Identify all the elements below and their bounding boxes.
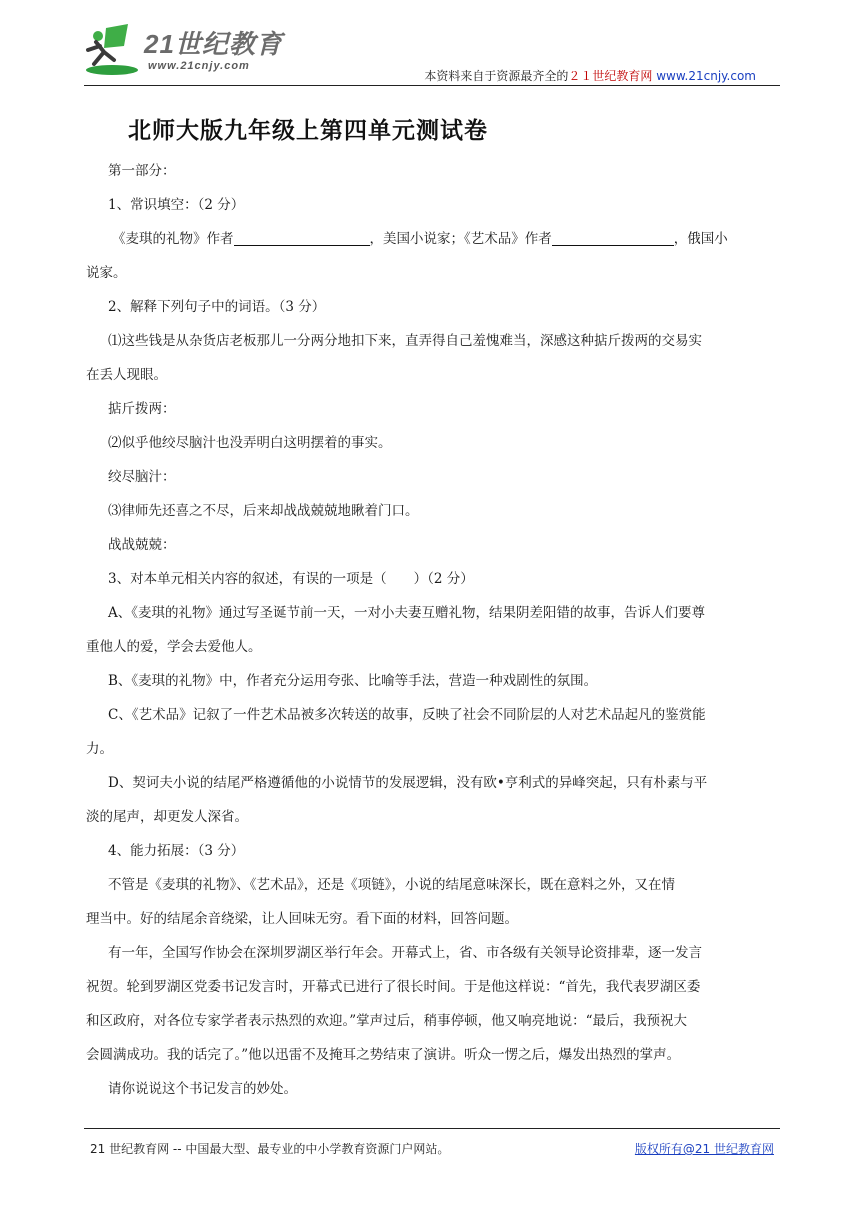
tagline-url[interactable]: www.21cnjy.com [656, 69, 756, 83]
q4-heading: 4、能力拓展：（3 分） [108, 843, 245, 859]
logo-url: www.21cnjy.com [148, 60, 250, 72]
q4-p2a: 有一年，全国写作协会在深圳罗湖区举行年会。开幕式上，省、市各级有关领导论资排辈，逐一发言 [108, 945, 702, 961]
copyright-link[interactable]: 版权所有@21 世纪教育网 [634, 1142, 774, 1156]
q2-s3: ⑶律师先还喜之不尽，后来却战战兢兢地瞅着门口。 [108, 503, 419, 519]
q3-option-c-1: C、《艺术品》记叙了一件艺术品被多次转送的故事，反映了社会不同阶层的人对艺术品起凡的鉴赏能 [108, 707, 706, 723]
tagline-prefix: 本资料来自于资源最齐全的 [424, 69, 569, 83]
section-label: 第一部分： [108, 163, 176, 179]
q4-p2d: 会圆满成功。我的话完了。”他以迅雷不及掩耳之势结束了演讲。听众一愣之后，爆发出热烈的掌声。 [86, 1047, 681, 1063]
q2-w3: 战战兢兢： [108, 537, 176, 553]
header-tagline [424, 67, 756, 84]
q2-s1a: ⑴这些钱是从杂货店老板那儿一分两分地扣下来，直弄得自己羞愧难当，深感这种掂斤拨两的交易实 [108, 333, 702, 349]
q3-option-d-2: 淡的尾声，却更发人深省。 [86, 809, 248, 825]
q1-cont: 说家。 [86, 265, 127, 281]
q1-text-2: ，美国小说家；《艺术品》作者 [369, 231, 552, 247]
page-header [0, 0, 860, 90]
tagline-brand: ２１世纪教育网 [568, 69, 653, 83]
footer-text: 21 世纪教育网 -- 中国最大型、最专业的中小学教育资源门户网站。 [90, 1142, 450, 1156]
q2-s2: ⑵似乎他绞尽脑汁也没弄明白这明摆着的事实。 [108, 435, 392, 451]
q3-option-a-1: A、《麦琪的礼物》通过写圣诞节前一天，一对小夫妻互赠礼物，结果阴差阳错的故事，告诉人们要尊 [108, 605, 705, 621]
site-logo [84, 22, 284, 82]
q2-heading: 2、解释下列句子中的词语。（3 分） [108, 299, 326, 315]
q1-text-3: ，俄国小 [673, 231, 728, 247]
q2-s1b: 在丢人现眼。 [86, 367, 167, 383]
q1-heading: 1、常识填空：（2 分） [108, 197, 245, 213]
q3-option-b: B、《麦琪的礼物》中，作者充分运用夸张、比喻等手法，营造一种戏剧性的氛围。 [108, 673, 598, 689]
header-divider [84, 85, 780, 86]
document-body [86, 154, 778, 1106]
q4-p1b: 理当中。好的结尾余音绕梁，让人回味无穷。看下面的材料，回答问题。 [86, 911, 518, 927]
q1-blank-1[interactable] [234, 227, 370, 246]
q4-p2c: 和区政府，对各位专家学者表示热烈的欢迎。”掌声过后，稍事停顿，他又响亮地说：“最后，我预祝大 [86, 1013, 688, 1029]
logo-text: 21世纪教育 [144, 29, 283, 59]
q3-option-c-2: 力。 [86, 741, 113, 757]
page-title: 北师大版九年级上第四单元测试卷 [128, 118, 488, 144]
q1-text-1: 《麦琪的礼物》作者 [112, 231, 234, 247]
q3-heading: 3、对本单元相关内容的叙述，有误的一项是（ ）（2 分） [108, 571, 474, 587]
q4-p1a: 不管是《麦琪的礼物》、《艺术品》，还是《项链》，小说的结尾意味深长，既在意料之外，又在情 [108, 877, 675, 893]
q2-w2: 绞尽脑汁： [108, 469, 176, 485]
q2-w1: 掂斤拨两： [108, 401, 176, 417]
footer-divider [84, 1128, 780, 1129]
q1-blank-2[interactable] [552, 227, 674, 246]
q4-p2b: 祝贺。轮到罗湖区党委书记发言时，开幕式已进行了很长时间。于是他这样说：“首先，我代表罗湖区委 [86, 979, 701, 995]
q3-option-d-1: D、契诃夫小说的结尾严格遵循他的小说情节的发展逻辑，没有欧•亨利式的异峰突起，只有朴素与平 [108, 775, 708, 791]
runner-logo-icon [84, 22, 144, 78]
q3-option-a-2: 重他人的爱，学会去爱他人。 [86, 639, 262, 655]
q4-question: 请你说说这个书记发言的妙处。 [108, 1081, 297, 1097]
q1-line [112, 222, 778, 256]
